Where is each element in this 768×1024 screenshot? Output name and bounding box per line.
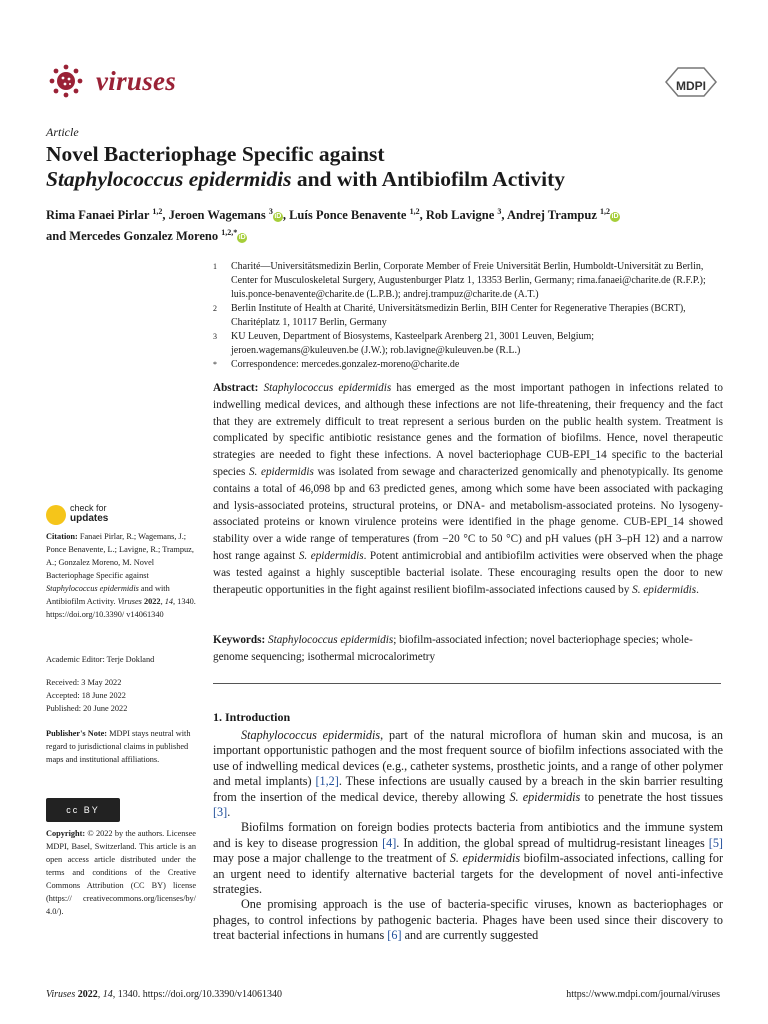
footer-year: 2022: [75, 989, 98, 1000]
journal-logo: [48, 64, 208, 98]
published-date: Published: 20 June 2022: [46, 704, 128, 713]
accepted-date: Accepted: 18 June 2022: [46, 691, 126, 700]
author-name[interactable]: Luís Ponce Benavente: [289, 208, 407, 223]
keyword-species: Staphylococcus epidermidis: [268, 634, 394, 646]
check-updates-line1: check for: [70, 503, 107, 513]
abstract-text: was isolated from sewage and characterized genomically and phenotypically. Its genome contains a total of 46,098 bp and 63 predicted genes, among which some have been associated with packaging and lysis-associated proteins, structural proteins, or DNA- and metabolism-associated proteins. No lysogeny-associated proteins or known virulence proteins were identified in the phage genome. CUB-EPI_14 showed stability over a wide range of temperatures (from −20 °C to 50 °C) and pH values (pH 3–pH 12) and a narrow host range against: [213, 465, 724, 562]
check-updates-line2: updates: [70, 513, 109, 524]
title-species: Staphylococcus epidermidis: [46, 167, 292, 191]
citation-text: and with Antibiofilm Activity.: [46, 584, 170, 606]
citation-label: Citation:: [46, 532, 78, 541]
author-joiner: and: [46, 229, 67, 244]
publisher-logo: [664, 66, 718, 98]
affiliation-item: [213, 330, 723, 358]
affiliation-item: [213, 358, 723, 372]
article-type: Article: [46, 125, 79, 139]
abstract-text: . Potent antimicrobial and antibiofilm activities were observed when the phage was tested against a highly susceptible bacterial isolate. These encouraging results open the door to new therapeutic opportunities in the fight against resilient biofilm-associated infections caused by: [213, 549, 724, 596]
citation-volume: , 14,: [160, 597, 176, 606]
footer-doi[interactable]: 1340. https://doi.org/10.3390/v14061340: [115, 989, 283, 1000]
paragraph-text: to penetrate the host tissues: [580, 789, 723, 804]
copyright-label: Copyright:: [46, 829, 86, 838]
paragraph-text: Biofilms formation on foreign bodies protects bacteria from antibiotics and the immune system and is key to disease progression: [213, 820, 723, 850]
introduction-body: [213, 728, 723, 944]
abstract-text: .: [696, 583, 699, 596]
citation-link[interactable]: [6]: [387, 928, 402, 943]
section-divider: [213, 683, 721, 684]
copyright-text: © 2022 by the authors. Licensee MDPI, Basel, Switzerland. This article is an open access article distributed under the terms and conditions of the Creative Commons Attribution (CC BY) license (https:// creativecommons.org/licenses/by/ 4.0/).: [46, 829, 196, 916]
keywords-label: Keywords:: [213, 634, 266, 646]
keywords-list: ; biofilm-associated infection; novel bacteriophage species; whole-genome sequencing; isothermal microcalorimetry: [213, 634, 693, 663]
paragraph-text: .: [227, 805, 231, 820]
citation-link[interactable]: [1,2]: [315, 774, 339, 789]
copyright-block: [46, 827, 196, 918]
paragraph-text: One promising approach is the use of bacteria-specific viruses, known as bacteriophages or phages, to control infections by pathogenic bacteria. Phages have been used since their discovery to treat bacterial infections in humans: [213, 897, 723, 943]
citation-link[interactable]: [5]: [708, 835, 723, 850]
academic-editor: Academic Editor: Terje Dokland: [46, 655, 155, 664]
citation-link[interactable]: [4]: [382, 835, 397, 850]
affiliation-text: Charité—Universitätsmedizin Berlin, Corporate Member of Freie Universität Berlin, Humboldt-Universität zu Berlin, Center for Musculoskeletal Surgery, Augustenburger Platz 1, 13353 Berlin, Germany; rima.fanaei@charite.de (R.F.P.); luis.ponce-benavente@charite.de (L.P.B.); andrej.trampuz@charite.de (A.T.): [231, 261, 706, 300]
affiliations: [213, 260, 723, 372]
check-updates-icon: [46, 505, 66, 525]
publisher-note: [46, 727, 196, 766]
author-affil-sup: 1,2: [152, 207, 163, 216]
check-for-updates-button[interactable]: [46, 503, 166, 529]
orcid-icon[interactable]: iD: [238, 234, 246, 242]
paragraph: [213, 820, 723, 897]
author-affil-sup: 3: [268, 207, 273, 216]
paragraph-text: , part of the natural microflora of human skin and mucosa, is an important opportunistic pathogen and the most frequent source of biofilm infections associated with the use of indwelling medical devices (e.g., catheter systems, prosthetic joints, and a range of other polymer and metal implants): [213, 728, 723, 789]
affiliation-number: *: [213, 360, 217, 369]
citation-text: Fanaei Pirlar, R.; Wagemans, J.; Ponce Benavente, L.; Lavigne, R.; Trampuz, A.; Gonzalez Moreno, M. Novel Bacteriophage Specific against: [46, 532, 194, 580]
author-name[interactable]: Jeroen Wagemans: [168, 208, 266, 223]
citation-journal: Viruses: [117, 597, 142, 606]
abstract-species: S. epidermidis: [632, 583, 697, 596]
affiliation-text: KU Leuven, Department of Biosystems, Kasteelpark Arenberg 21, 3001 Leuven, Belgium; jeroen.wagemans@kuleuven.be (J.W.); rob.lavigne@kuleuven.be (R.L.): [231, 331, 595, 356]
paragraph-text: biofilm-associated infections, calling for an urgent need to identify alternative bacterial targets for the development of novel anti-infective strategies.: [213, 851, 724, 897]
species-name: S. epidermidis: [449, 851, 521, 866]
abstract-text: has emerged as the most important pathogen in infections related to indwelling medical devices, and although these infections are not life-threatening, their frequency and the fact that they are extremely difficult to treat represent a serious burden on the public health system. Treatment is complicated by specific antibiotic resistance genes and the formation of biofilms. Hence, novel therapeutic strategies are needed to fight these infections. A novel bacteriophage CUB-EPI_14 specific to the bacterial species: [213, 382, 723, 478]
abstract-species: Staphylococcus epidermidis: [263, 382, 392, 394]
title-line2-rest: and with Antibiofilm Activity: [291, 167, 566, 191]
author-affil-sup: 1,2: [600, 207, 610, 216]
orcid-icon[interactable]: iD: [274, 213, 282, 221]
citation-doi[interactable]: 1340. https://doi.org/10.3390/ v14061340: [46, 597, 196, 619]
publisher-name: MDPI: [676, 79, 706, 93]
author-name[interactable]: Rob Lavigne: [425, 208, 495, 223]
orcid-icon[interactable]: iD: [611, 213, 619, 221]
keywords: [213, 632, 723, 666]
footer-journal-url[interactable]: https://www.mdpi.com/journal/viruses: [566, 989, 720, 1000]
citation-block: [46, 530, 196, 621]
abstract-label: Abstract:: [213, 382, 259, 394]
paragraph: [213, 897, 723, 943]
affiliation-number: 1: [213, 262, 217, 271]
affiliation-text: Berlin Institute of Health at Charité, Universitätsmedizin Berlin, BIH Center for Regenerative Therapies (BCRT), Charitéplatz 1, 10117 Berlin, Germany: [231, 303, 686, 328]
affiliation-number: 3: [213, 332, 217, 341]
received-date: Received: 3 May 2022: [46, 678, 122, 687]
paragraph-text: . These infections are usually caused by a breach in the skin barrier resulting from the insertion of the medical device, thereby allowing: [213, 774, 723, 804]
affiliation-item: [213, 302, 723, 330]
dates-block: [46, 676, 196, 715]
paragraph-text: and are currently suggested: [401, 928, 539, 943]
author-affil-sup: 1,2,*: [221, 228, 238, 238]
abstract-species: S. epidermidis: [298, 549, 364, 562]
author-list: Rima Fanaei Pirlar $^{1,2}$, Jeroen Wagemans $^3$iD , Luís Ponce Benavente $^{1,2}$, Rob Lavigne $^3$, Andrej Trampuz $^{1,2}$iD and Mercedes Gonzalez Moreno $^{1,2,*}$iD: [46, 207, 619, 244]
author-name[interactable]: Rima Fanaei Pirlar: [46, 208, 150, 223]
publisher-note-label: Publisher's Note:: [46, 729, 108, 738]
species-name: Staphylococcus epidermidis: [241, 728, 381, 742]
author-name[interactable]: Andrej Trampuz: [506, 208, 597, 223]
affiliation-text: Correspondence: mercedes.gonzalez-moreno@charite.de: [231, 359, 460, 370]
abstract: [213, 380, 723, 598]
footer-journal: Viruses: [46, 989, 76, 1000]
author-name[interactable]: Mercedes Gonzalez Moreno: [69, 229, 219, 244]
journal-name: viruses: [96, 66, 177, 96]
paragraph-text: . In addition, the global spread of multidrug-resistant lineages: [396, 835, 709, 850]
paragraph-text: may pose a major challenge to the treatment of: [213, 851, 450, 866]
title-line1: Novel Bacteriophage Specific against: [46, 142, 385, 166]
citation-species: Staphylococcus epidermidis: [46, 584, 139, 593]
article-title: [46, 142, 726, 192]
paragraph: [213, 728, 723, 820]
species-name: S. epidermidis: [509, 789, 581, 804]
section-heading: 1. Introduction: [213, 710, 291, 724]
footer-citation: [46, 989, 282, 1000]
citation-link[interactable]: [3]: [213, 805, 228, 820]
abstract-species: S. epidermidis: [248, 465, 314, 478]
author-affil-sup: 3: [497, 207, 502, 216]
cc-by-label: cc BY: [66, 805, 100, 815]
publisher-note-text: MDPI stays neutral with regard to jurisdictional claims in published maps and institutional affiliations.: [46, 729, 191, 764]
virus-logo-icon: [48, 64, 84, 98]
affiliation-item: [213, 260, 723, 302]
affiliation-number: 2: [213, 304, 217, 313]
footer-volume: , 14,: [97, 989, 116, 1000]
author-affil-sup: 1,2: [409, 207, 420, 216]
check-updates-label: [70, 503, 108, 524]
cc-by-license-badge[interactable]: [46, 798, 120, 822]
citation-year: 2022: [141, 597, 161, 606]
